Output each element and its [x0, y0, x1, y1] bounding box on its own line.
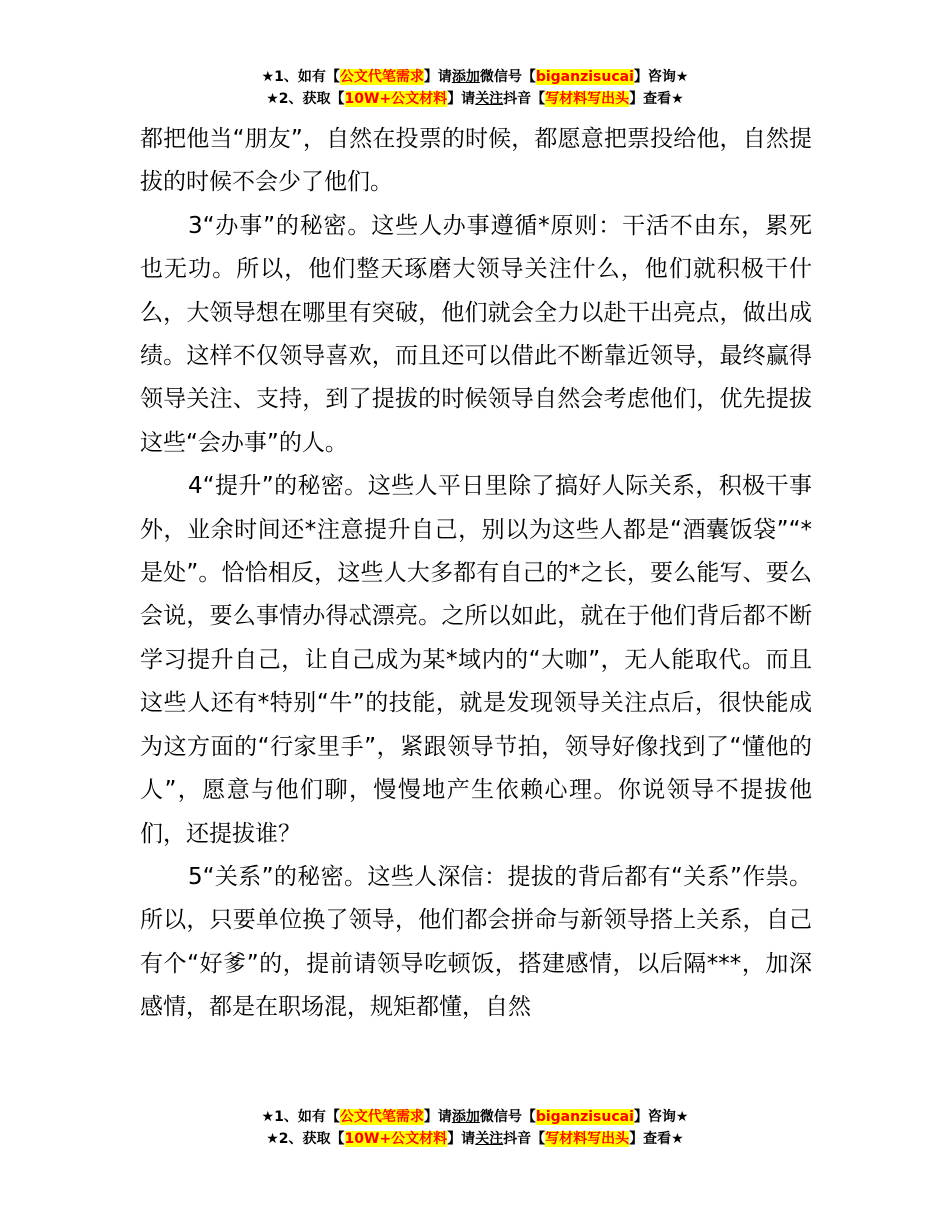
- body-paragraph: 都把他当“朋友”，自然在投票的时候，都愿意把票投给他，自然提拔的时候不会少了他们。: [140, 126, 812, 196]
- promo-highlight: biganzisucai: [535, 1109, 634, 1125]
- promo-underlined-text: 关注: [475, 1131, 504, 1147]
- promo-text: 】咨询★: [633, 1109, 689, 1125]
- header-promo-banner: [0, 66, 950, 110]
- promo-text: 抖音【: [503, 1131, 546, 1147]
- promo-text: 】请: [423, 69, 452, 85]
- promo-text: 】查看★: [629, 91, 684, 107]
- promo-highlight: 10W+公文材料: [344, 1131, 448, 1147]
- promo-text: 】请: [423, 1109, 452, 1125]
- promo-text: 】咨询★: [633, 69, 689, 85]
- promo-text: 】查看★: [629, 1131, 684, 1147]
- promo-highlight: 10W+公文材料: [344, 91, 448, 107]
- promo-line-1: [0, 66, 950, 88]
- promo-underlined-text: 添加: [451, 69, 480, 85]
- promo-highlight: 公文代笔需求: [339, 1109, 424, 1125]
- promo-text: 微信号【: [479, 69, 536, 85]
- promo-text: ★1、如有【: [261, 69, 340, 85]
- promo-line-1: [0, 1106, 950, 1128]
- promo-highlight: biganzisucai: [535, 69, 634, 85]
- promo-text: ★2、获取【: [266, 1131, 345, 1147]
- promo-underlined-text: 关注: [475, 91, 504, 107]
- promo-text: 微信号【: [479, 1109, 536, 1125]
- body-paragraph: 4“提升”的秘密。这些人平日里除了搞好人际关系，积极干事外，业余时间还*注意提升自己，别以为这些人都是“酒囊饭袋”“*是处”。恰恰相反，这些人大多都有自己的*之长，要么能写、要么会说，要么事情办得忒漂亮。之所以如此，就在于他们背后都不断学习提升自己，让自己成为某*域内的“大咖”，无人能取代。而且这些人还有*特别“牛”的技能，就是发现领导关注点后，很快能成为这方面的“行家里手”，紧跟领导节拍，领导好像找到了“懂他的人”，愿意与他们聊，慢慢地产生依赖心理。你说领导不提拔他们，还提拔谁？: [140, 473, 812, 847]
- promo-highlight: 公文代笔需求: [339, 69, 424, 85]
- promo-text: ★1、如有【: [261, 1109, 340, 1125]
- promo-text: 】请: [447, 91, 476, 107]
- document-body: [140, 118, 812, 1030]
- promo-line-2: [0, 88, 950, 110]
- promo-text: ★2、获取【: [266, 91, 345, 107]
- promo-text: 抖音【: [503, 91, 546, 107]
- body-paragraph: 5“关系”的秘密。这些人深信：提拔的背后都有“关系”作祟。所以，只要单位换了领导，他们都会拼命与新领导搭上关系，自己有个“好爹”的，提前请领导吃顿饭，搭建感情，以后隔***，加深感情，都是在职场混，规矩都懂，自然: [140, 863, 812, 1021]
- promo-highlight: 写材料写出头: [545, 1131, 630, 1147]
- promo-text: 】请: [447, 1131, 476, 1147]
- promo-line-2: [0, 1128, 950, 1150]
- body-paragraph: 3“办事”的秘密。这些人办事遵循*原则：干活不由东，累死也无功。所以，他们整天琢磨大领导关注什么，他们就积极干什么，大领导想在哪里有突破，他们就会全力以赴干出亮点，做出成绩。这样不仅领导喜欢，而且还可以借此不断靠近领导，最终赢得领导关注、支持，到了提拔的时候领导自然会考虑他们，优先提拔这些“会办事”的人。: [140, 212, 812, 456]
- promo-highlight: 写材料写出头: [545, 91, 630, 107]
- footer-promo-banner: [0, 1106, 950, 1150]
- promo-underlined-text: 添加: [451, 1109, 480, 1125]
